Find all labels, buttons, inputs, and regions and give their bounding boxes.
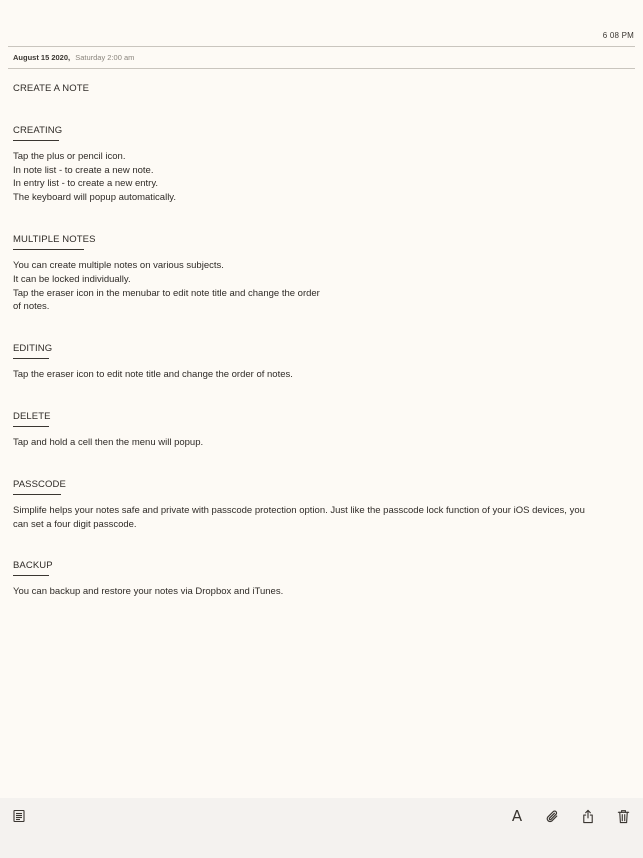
- paperclip-icon[interactable]: [544, 808, 560, 824]
- section-line: You can create multiple notes on various subjects.: [13, 259, 224, 271]
- header-divider-top: [8, 46, 635, 47]
- section-underline: [13, 358, 49, 359]
- entry-date-main: August 15 2020,: [13, 53, 71, 62]
- note-title: CREATE A NOTE: [13, 83, 90, 94]
- font-icon[interactable]: [509, 808, 525, 824]
- section-heading: CREATING: [13, 124, 63, 136]
- section-line: of notes.: [13, 301, 50, 313]
- section-heading: PASSCODE: [13, 478, 66, 490]
- section-line: It can be locked individually.: [13, 273, 131, 285]
- section-underline: [13, 140, 59, 141]
- section-line: can set a four digit passcode.: [13, 518, 137, 530]
- section-line: Simplife helps your notes safe and private with passcode protection option. Just like the passcode lock function of your iOS devices, you: [13, 504, 585, 516]
- section-passcode: [13, 478, 628, 532]
- section-line: Tap the eraser icon in the menubar to edit note title and change the order: [13, 287, 320, 299]
- header-divider-bottom: [8, 68, 635, 69]
- section-editing: [13, 342, 628, 382]
- entry-date: [13, 53, 134, 62]
- share-icon[interactable]: [580, 808, 596, 824]
- note-body[interactable]: [13, 82, 628, 599]
- section-heading: MULTIPLE NOTES: [13, 233, 96, 245]
- section-line: The keyboard will popup automatically.: [13, 192, 176, 204]
- section-underline: [13, 494, 61, 495]
- status-time: 6 08 PM: [602, 31, 634, 40]
- section-line: Tap the eraser icon to edit note title and change the order of notes.: [13, 369, 293, 381]
- note-list-icon[interactable]: [11, 808, 27, 824]
- section-heading: EDITING: [13, 343, 53, 355]
- section-heading: BACKUP: [13, 560, 53, 572]
- section-line: You can backup and restore your notes via Dropbox and iTunes.: [13, 586, 284, 598]
- bottom-toolbar: [0, 798, 643, 858]
- section-multiple-notes: [13, 233, 628, 314]
- section-line: Tap and hold a cell then the menu will popup.: [13, 436, 204, 448]
- section-backup: [13, 559, 628, 599]
- section-line: In note list - to create a new note.: [13, 164, 154, 176]
- section-underline: [13, 575, 49, 576]
- section-creating: [13, 124, 628, 205]
- font-icon-glyph: A: [511, 807, 523, 825]
- entry-date-weekday-time: Saturday 2:00 am: [75, 53, 135, 62]
- section-line: Tap the plus or pencil icon.: [13, 150, 126, 162]
- section-underline: [13, 249, 84, 250]
- section-underline: [13, 426, 49, 427]
- section-line: In entry list - to create a new entry.: [13, 178, 159, 190]
- section-delete: [13, 410, 628, 450]
- trash-icon[interactable]: [615, 808, 631, 824]
- section-heading: DELETE: [13, 410, 51, 422]
